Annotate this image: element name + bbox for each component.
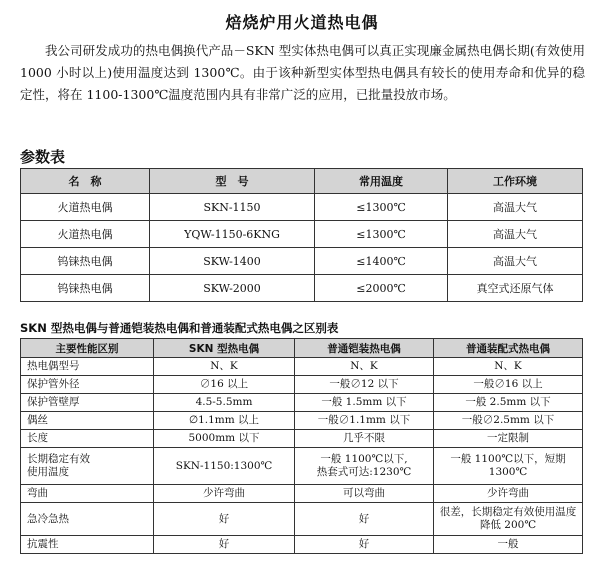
table-cell: 火道热电偶 (21, 194, 150, 221)
table-cell: N、K (434, 358, 583, 376)
table-row (21, 485, 583, 503)
table-cell: 高温大气 (448, 194, 583, 221)
table-cell: 一般 1100℃以下，短期 1300℃ (434, 448, 583, 485)
compare-table (20, 338, 583, 554)
compare-col-armored: 普通铠装热电偶 (295, 339, 434, 358)
table-cell: 4.5-5.5mm (154, 394, 295, 412)
page-title: 焙烧炉用火道热电偶 (225, 13, 379, 32)
table-row (21, 376, 583, 394)
table-cell: 高温大气 (448, 248, 583, 275)
table-cell: 一般 1100℃以下, 热套式可达:1230℃ (295, 448, 434, 485)
intro-paragraph: 我公司研发成功的热电偶换代产品－SKN 型实体热电偶可以真正实现廉金属热电偶长期(有效使用 1000 小时以上)使用温度达到 1300℃。由于该种新型实体型热电偶具有较长的使用寿命和优异的稳定性，将在 1100-1300℃温度范围内具有非常广泛的应用，已批量投放市场。 (20, 43, 585, 102)
table-cell: SKN-1150:1300℃ (154, 448, 295, 485)
table-cell: 一般∅1.1mm 以下 (295, 412, 434, 430)
table-cell: 5000mm 以下 (154, 430, 295, 448)
row-label-cell: 热电偶型号 (21, 358, 154, 376)
table-cell: 真空式还原气体 (448, 275, 583, 302)
compare-heading: SKN 型热电偶与普通铠装热电偶和普通装配式热电偶之区别表 (20, 321, 339, 335)
params-col-name: 名 称 (21, 169, 150, 194)
params-col-temp: 常用温度 (315, 169, 448, 194)
table-cell: 一般 (434, 536, 583, 554)
row-label-cell: 弯曲 (21, 485, 154, 503)
table-row (21, 430, 583, 448)
params-header-row (21, 169, 583, 194)
table-cell: 好 (154, 536, 295, 554)
table-cell: ≤1300℃ (315, 194, 448, 221)
params-heading: 参数表 (20, 148, 66, 166)
table-cell: ∅16 以上 (154, 376, 295, 394)
table-row (21, 503, 583, 536)
table-cell: 一般∅12 以下 (295, 376, 434, 394)
table-cell: 好 (154, 503, 295, 536)
row-label-cell: 保护管壁厚 (21, 394, 154, 412)
compare-col-feature: 主要性能区别 (21, 339, 154, 358)
compare-header-row (21, 339, 583, 358)
table-cell: 好 (295, 536, 434, 554)
row-label-cell: 长度 (21, 430, 154, 448)
params-table (20, 168, 583, 302)
compare-col-skn: SKN 型热电偶 (154, 339, 295, 358)
table-cell: 几乎不限 (295, 430, 434, 448)
params-col-env: 工作环境 (448, 169, 583, 194)
table-cell: N、K (154, 358, 295, 376)
table-row (21, 394, 583, 412)
table-cell: 可以弯曲 (295, 485, 434, 503)
table-cell: N、K (295, 358, 434, 376)
table-cell: 一定限制 (434, 430, 583, 448)
row-label-cell: 急冷急热 (21, 503, 154, 536)
table-cell: 火道热电偶 (21, 221, 150, 248)
params-col-model: 型 号 (150, 169, 315, 194)
table-cell: ≤1300℃ (315, 221, 448, 248)
row-label-cell: 抗震性 (21, 536, 154, 554)
table-cell: 好 (295, 503, 434, 536)
table-cell: ≤1400℃ (315, 248, 448, 275)
table-row (21, 536, 583, 554)
compare-col-assembled: 普通装配式热电偶 (434, 339, 583, 358)
table-cell: 钨铼热电偶 (21, 275, 150, 302)
table-row (21, 412, 583, 430)
table-cell: 高温大气 (448, 221, 583, 248)
table-row (21, 275, 583, 302)
table-cell: SKN-1150 (150, 194, 315, 221)
table-row (21, 358, 583, 376)
table-cell: 少许弯曲 (154, 485, 295, 503)
table-cell: ∅1.1mm 以上 (154, 412, 295, 430)
table-cell: ≤2000℃ (315, 275, 448, 302)
table-cell: 一般∅16 以上 (434, 376, 583, 394)
table-cell: SKW-1400 (150, 248, 315, 275)
table-cell: 很差，长期稳定有效使用温度 降低 200℃ (434, 503, 583, 536)
table-cell: 一般 1.5mm 以下 (295, 394, 434, 412)
row-label-cell: 长期稳定有效 使用温度 (21, 448, 154, 485)
table-cell: 一般 2.5mm 以下 (434, 394, 583, 412)
table-cell: 一般∅2.5mm 以下 (434, 412, 583, 430)
table-row (21, 448, 583, 485)
table-row (21, 194, 583, 221)
table-row (21, 248, 583, 275)
table-cell: YQW-1150-6KNG (150, 221, 315, 248)
row-label-cell: 偶丝 (21, 412, 154, 430)
row-label-cell: 保护管外径 (21, 376, 154, 394)
table-row (21, 221, 583, 248)
table-cell: 少许弯曲 (434, 485, 583, 503)
table-cell: 钨铼热电偶 (21, 248, 150, 275)
table-cell: SKW-2000 (150, 275, 315, 302)
